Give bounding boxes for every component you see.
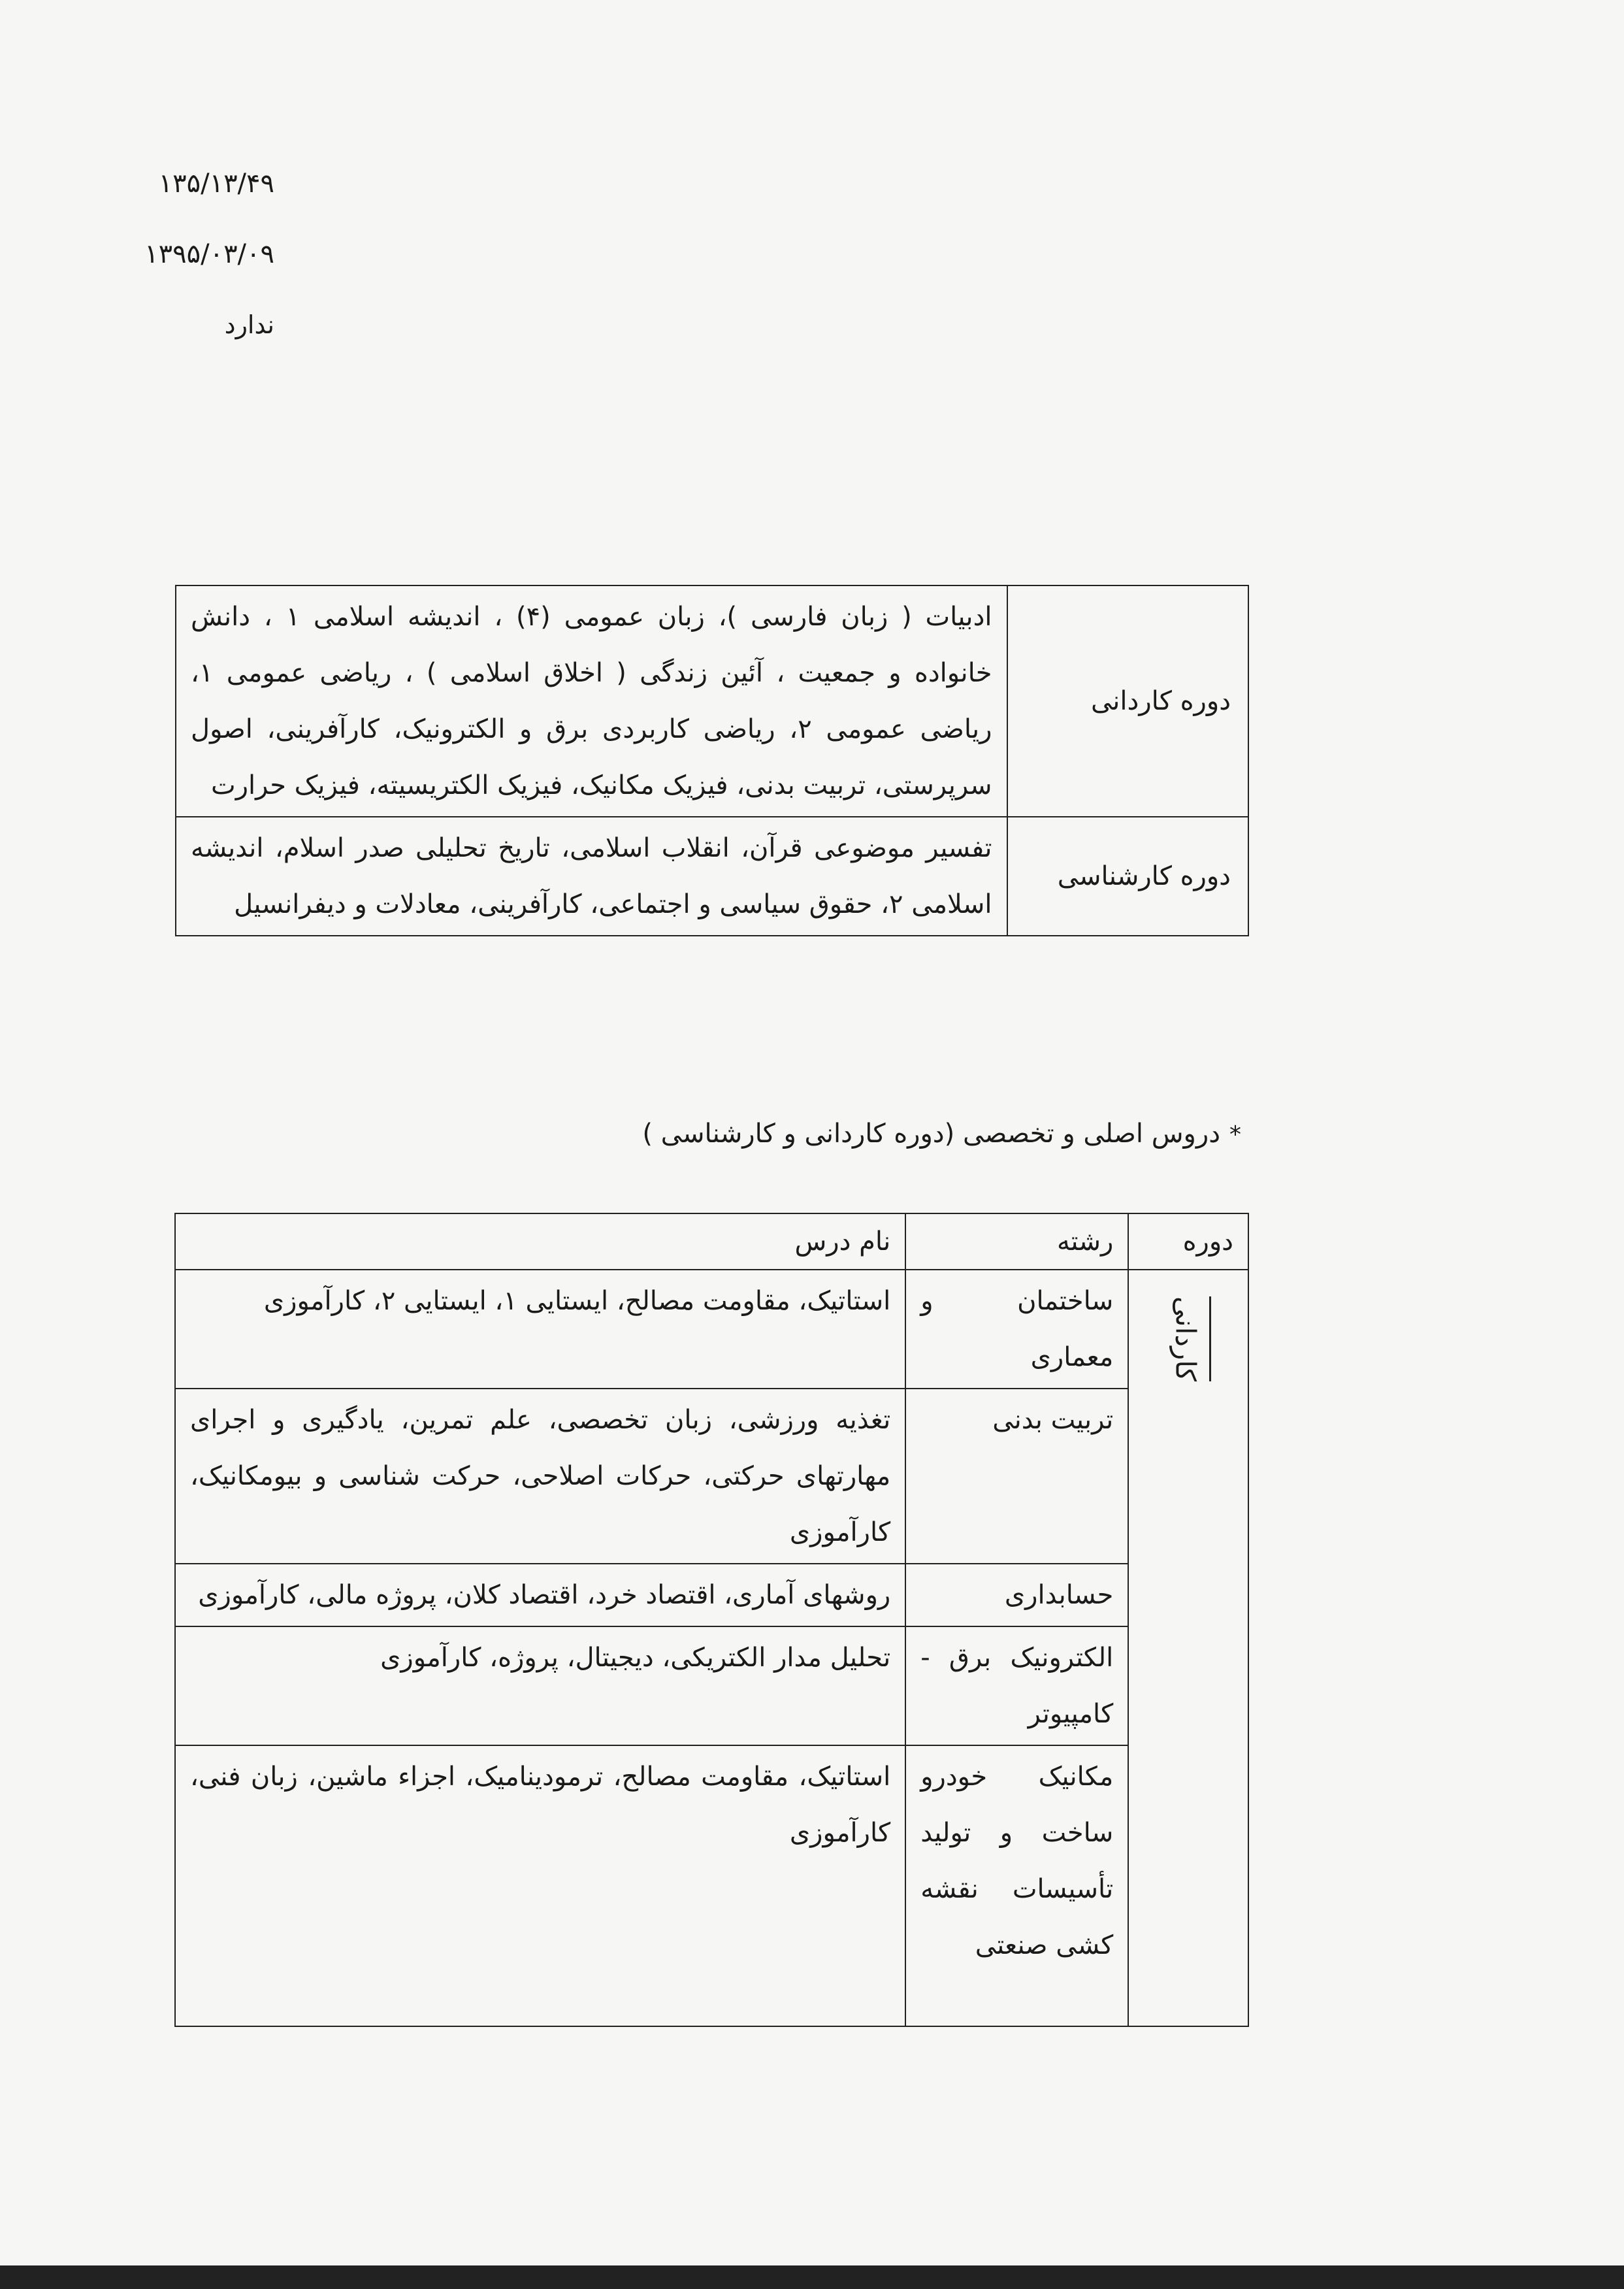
table-row (175, 1389, 1248, 1564)
course-cell: استاتیک، مقاومت مصالح، ایستایی ۱، ایستایی ۲، کارآموزی (175, 1270, 905, 1389)
period-label-associate: دوره کاردانی (1007, 585, 1249, 817)
general-courses-associate: ادبیات ( زبان فارسی )، زبان عمومی (۴) ، اندیشه اسلامی ۱ ، دانش خانواده و جمعیت ، آئین زندگی ( اخلاق اسلامی ) ، ریاضی عمومی ۱، ریاضی عمومی ۲، ریاضی کاربردی برق و الکترونیک، کارآفرینی، اصول سرپرستی، تربیت بدنی، فیزیک مکانیک، فیزیک الکتریسیته، فیزیک حرارت (176, 585, 1007, 817)
letter-header (124, 167, 274, 378)
table-row (176, 585, 1248, 817)
letter-attachment: ندارد (224, 310, 274, 339)
table-row (175, 1270, 1248, 1389)
period-vertical-label: کاردانی (1166, 1296, 1211, 1381)
course-cell: تغذیه ورزشی، زبان تخصصی، علم تمرین، یادگیری و اجرای مهارتهای حرکتی، حرکات اصلاحی، حرکت شناسی و بیومکانیک، کارآموزی (175, 1389, 905, 1564)
field-cell: مکانیک خودرو ساخت و تولید تأسیسات نقشه کشی صنعتی (905, 1745, 1128, 2026)
table-row (175, 1626, 1248, 1745)
table-header-row (175, 1213, 1248, 1270)
letter-number: ۱۳۵/۱۳/۴۹ (158, 169, 274, 199)
course-cell: تحلیل مدار الکتریکی، دیجیتال، پروژه، کارآموزی (175, 1626, 905, 1745)
table-row (176, 817, 1248, 936)
scan-bottom-edge (0, 2265, 1624, 2289)
field-cell: الکترونیک برق - کامپیوتر (905, 1626, 1128, 1745)
header-field: رشته (905, 1213, 1128, 1270)
table-row (175, 1745, 1248, 2026)
field-cell: تربیت بدنی (905, 1389, 1128, 1564)
section-title (523, 1108, 1241, 1161)
asterisk-icon: * (1229, 1121, 1241, 1148)
general-courses-bachelor: تفسیر موضوعی قرآن، انقلاب اسلامی، تاریخ تحلیلی صدر اسلام، اندیشه اسلامی ۲، حقوق سیاسی و اجتماعی، کارآفرینی، معادلات و دیفرانسیل (176, 817, 1007, 936)
field-cell: ساختمان و معماری (905, 1270, 1128, 1389)
period-cell (1128, 1270, 1248, 2026)
field-cell: حسابداری (905, 1564, 1128, 1626)
section-title-text: دروس اصلی و تخصصی (دوره کاردانی و کارشناسی ) (642, 1119, 1220, 1149)
course-cell: روشهای آماری، اقتصاد خرد، اقتصاد کلان، پروژه مالی، کارآموزی (175, 1564, 905, 1626)
general-courses-table (175, 585, 1249, 936)
course-cell: استاتیک، مقاومت مصالح، ترمودینامیک، اجزاء ماشین، زبان فنی، کارآموزی (175, 1745, 905, 2026)
faint-header-artifact (588, 26, 1045, 39)
specialized-courses-table (174, 1213, 1249, 2027)
header-course-name: نام درس (175, 1213, 905, 1270)
header-period: دوره (1128, 1213, 1248, 1270)
letter-date: ۱۳۹۵/۰۳/۰۹ (144, 239, 274, 269)
table-row (175, 1564, 1248, 1626)
period-label-bachelor: دوره کارشناسی (1007, 817, 1249, 936)
